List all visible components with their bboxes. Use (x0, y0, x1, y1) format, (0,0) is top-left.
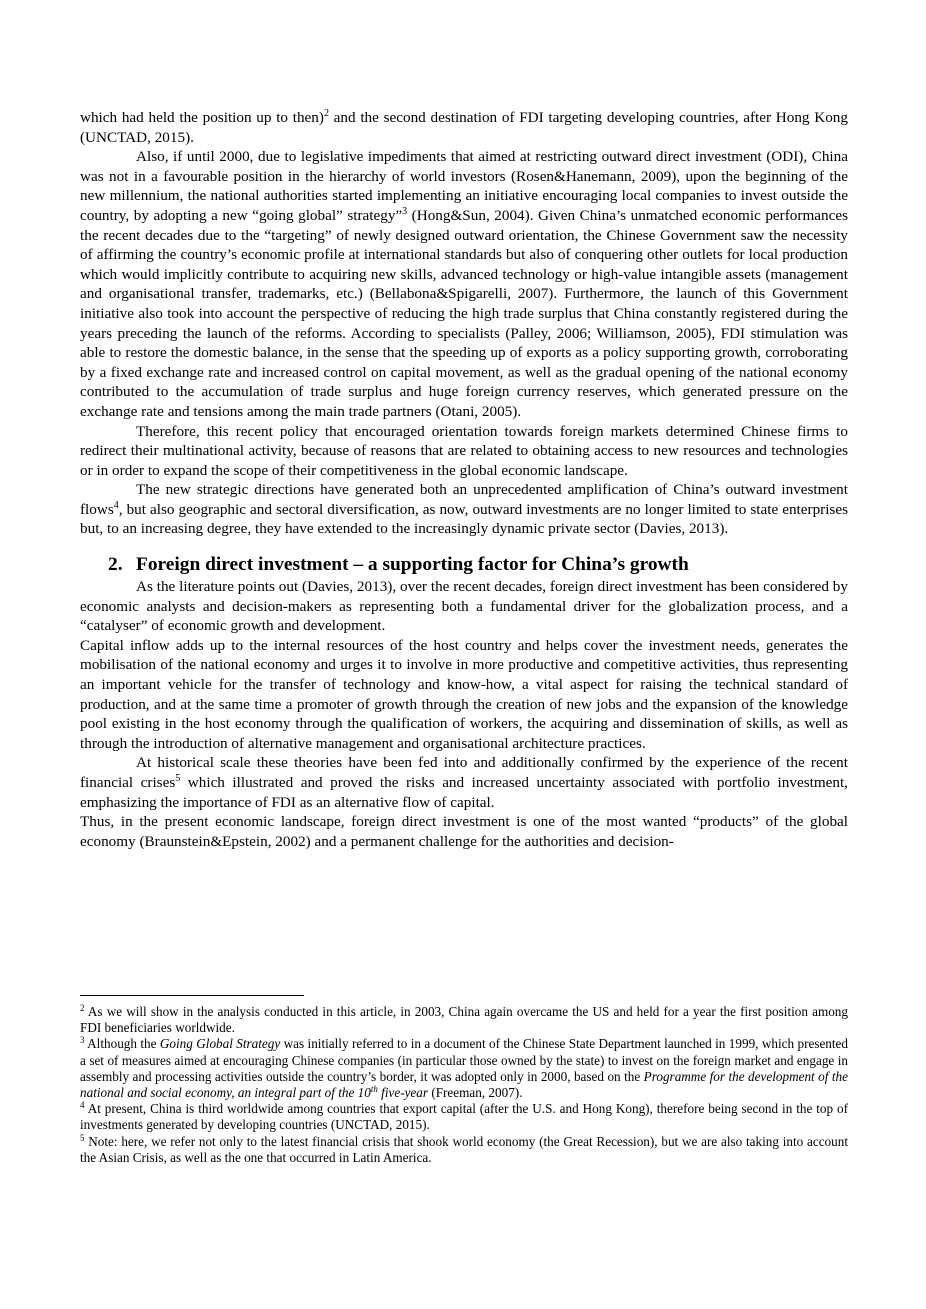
text-run: Going Global Strategy (159, 1036, 281, 1052)
note-marker: th (370, 1084, 378, 1095)
italic-run (378, 1085, 428, 1100)
note-marker: 5 (175, 773, 181, 784)
text-run: which had held the position up to then) (80, 109, 324, 126)
footnote-rule (80, 995, 304, 996)
footnote-5 (80, 1134, 848, 1166)
text-run: Thus, in the present economic landscape, foreign direct investment is one of the most wanted “products” of the global economy (Braunstein&Epstein, 2002) and a permanent challenge for the authorities and decision- (80, 813, 848, 850)
text-run: Therefore, this recent policy that encouraged orientation towards foreign markets determined Chinese firms to redirect their multinational activity, because of reasons that are related to obtaining access to new resources and technologies or in order to expand the scope of their competitiveness in the global economic landscape. (80, 422, 848, 479)
note-marker: 3 (402, 205, 408, 217)
text-run: At present, China is third worldwide among countries that export capital (after the U.S. and Hong Kong), therefore being second in the top of investments generated by developing countries (UNCTAD, 2015). (80, 1101, 848, 1133)
text-run: As we will show in the analysis conducted in this article, in 2003, China again overcame the US and held for a year the first position among FDI beneficiaries worldwide. (80, 1004, 848, 1036)
paragraph-6 (80, 636, 848, 754)
text-run: was initially referred to in a document of the Chinese State Department launched in 1999, which presented a set of measures aimed at encouraging Chinese companies (in particular those owned by the state) to invest on the foreign market and engage in assembly and processing activities outside the country’s border, it was adopted only in 2000, based on the (80, 1036, 849, 1084)
section-title: Foreign direct investment – a supporting factor for China’s growth (136, 554, 689, 576)
note-marker: 2 (80, 1003, 85, 1013)
text-run: (Hong&Sun, 2004). Given China’s unmatched economic performances the recent decades due to the “targeting” of newly designed outward orientation, the Chinese Government saw the necessity of affirming the country’s economic profile at international standards but also of conquering other outlets for local production which would implicitly contribute to acquiring new skills, advanced technology or high-value intangible assets (management and organisational transfer, trademarks, etc.) (Bellabona&Spigarelli, 2007). Furthermore, the launch of this Government initiative also took into account the perspective of reducing the high trade surplus that China constantly registered during the years preceding the launch of the reforms. According to specialists (Palley, 2006; Williamson, 2005), FDI stimulation was able to restore the domestic balance, in the sense that the speeding up of exports as a policy supporting growth, corroborating by a fixed exchange rate and increased control on capital movement, as well as the gradual opening of the national economy contributed to the accumulation of trade surplus and huge foreign currency reserves, which generated pressure on the exchange rate and tensions among the main trade partners (Otani, 2005). (80, 206, 848, 420)
text-run: As the literature points out (Davies, 2013), over the recent decades, foreign direct investment has been considered by economic analysts and decision-makers as representing both a fundamental driver for the globalization process, and a “catalyser” of economic growth and development. (80, 578, 848, 635)
paragraph-5 (80, 577, 848, 636)
text-run: five-year (377, 1085, 429, 1101)
text-run: , but also geographic and sectoral diversification, as now, outward investments are no longer limited to state enterprises but, to an increasing degree, they have extended to the increasingly dynamic private sector (Davies, 2013). (80, 500, 848, 538)
text-run: (Freeman, 2007). (428, 1085, 523, 1101)
text-run: Note: here, we refer not only to the latest financial crisis that shook world economy (the Great Recession), but we are also taking into account the Asian Crisis, as well as the one that occurred in Latin America. (80, 1133, 848, 1165)
note-marker: 4 (80, 1100, 85, 1111)
paragraph-8 (80, 812, 848, 851)
section-heading (80, 553, 848, 577)
footnotes (80, 995, 848, 1166)
footnote-2 (80, 1004, 848, 1036)
paragraph-2 (80, 147, 848, 421)
text-run: Programme for the development of the national and social economy, an integral part of the 10 (80, 1068, 848, 1101)
footnote-4 (80, 1101, 848, 1133)
paragraph-3 (80, 422, 848, 481)
section-number: 2. (108, 554, 123, 576)
text-run: Although the (84, 1036, 160, 1052)
italic-run (371, 1085, 378, 1100)
text-run: which illustrated and proved the risks and increased uncertainty associated with portfolio investment, emphasizing the importance of FDI as an alternative flow of capital. (80, 774, 848, 811)
note-marker: 4 (113, 499, 119, 511)
note-marker: 3 (80, 1035, 85, 1046)
footnote-3 (80, 1036, 848, 1101)
italic-run (160, 1036, 280, 1051)
text-run: At historical scale these theories have been fed into and additionally confirmed by the experience of the recent financial crises (80, 754, 848, 791)
text-run: and the second destination of FDI targeting developing countries, after Hong Kong (UNCTAD, 2015). (80, 109, 848, 146)
note-marker: 5 (80, 1132, 85, 1143)
text-run: Also, if until 2000, due to legislative impediments that aimed at restricting outward direct investment (ODI), China was not in a favourable position in the hierarchy of world investors (Rosen&Hanemann, 2009), upon the beginning of the new millennium, the national authorities started implementing an initiative encouraging local companies to invest outside the country, by adopting a new “going global” strategy” (80, 148, 848, 224)
note-marker: 2 (323, 108, 329, 119)
paragraph-7 (80, 753, 848, 812)
paragraph-4 (80, 480, 848, 539)
main-text (80, 108, 848, 851)
text-run: Capital inflow adds up to the internal resources of the host country and helps cover the investment needs, generates the mobilisation of the national economy and urges it to involve in more productive and competitive activities, thus representing an important vehicle for the transfer of technology and know-how, a vital aspect for raising the technical standard of production, and at the same time a promoter of growth through the creation of new jobs and the expansion of the knowledge pool existing in the host economy through the qualification of workers, the acquiring and dissemination of skills, as well as through the introduction of alternative management and organisational architecture practices. (80, 636, 848, 752)
text-run: The new strategic directions have generated both an unprecedented amplification of China’s outward investment flows (80, 481, 848, 518)
paragraph-1 (80, 108, 848, 147)
